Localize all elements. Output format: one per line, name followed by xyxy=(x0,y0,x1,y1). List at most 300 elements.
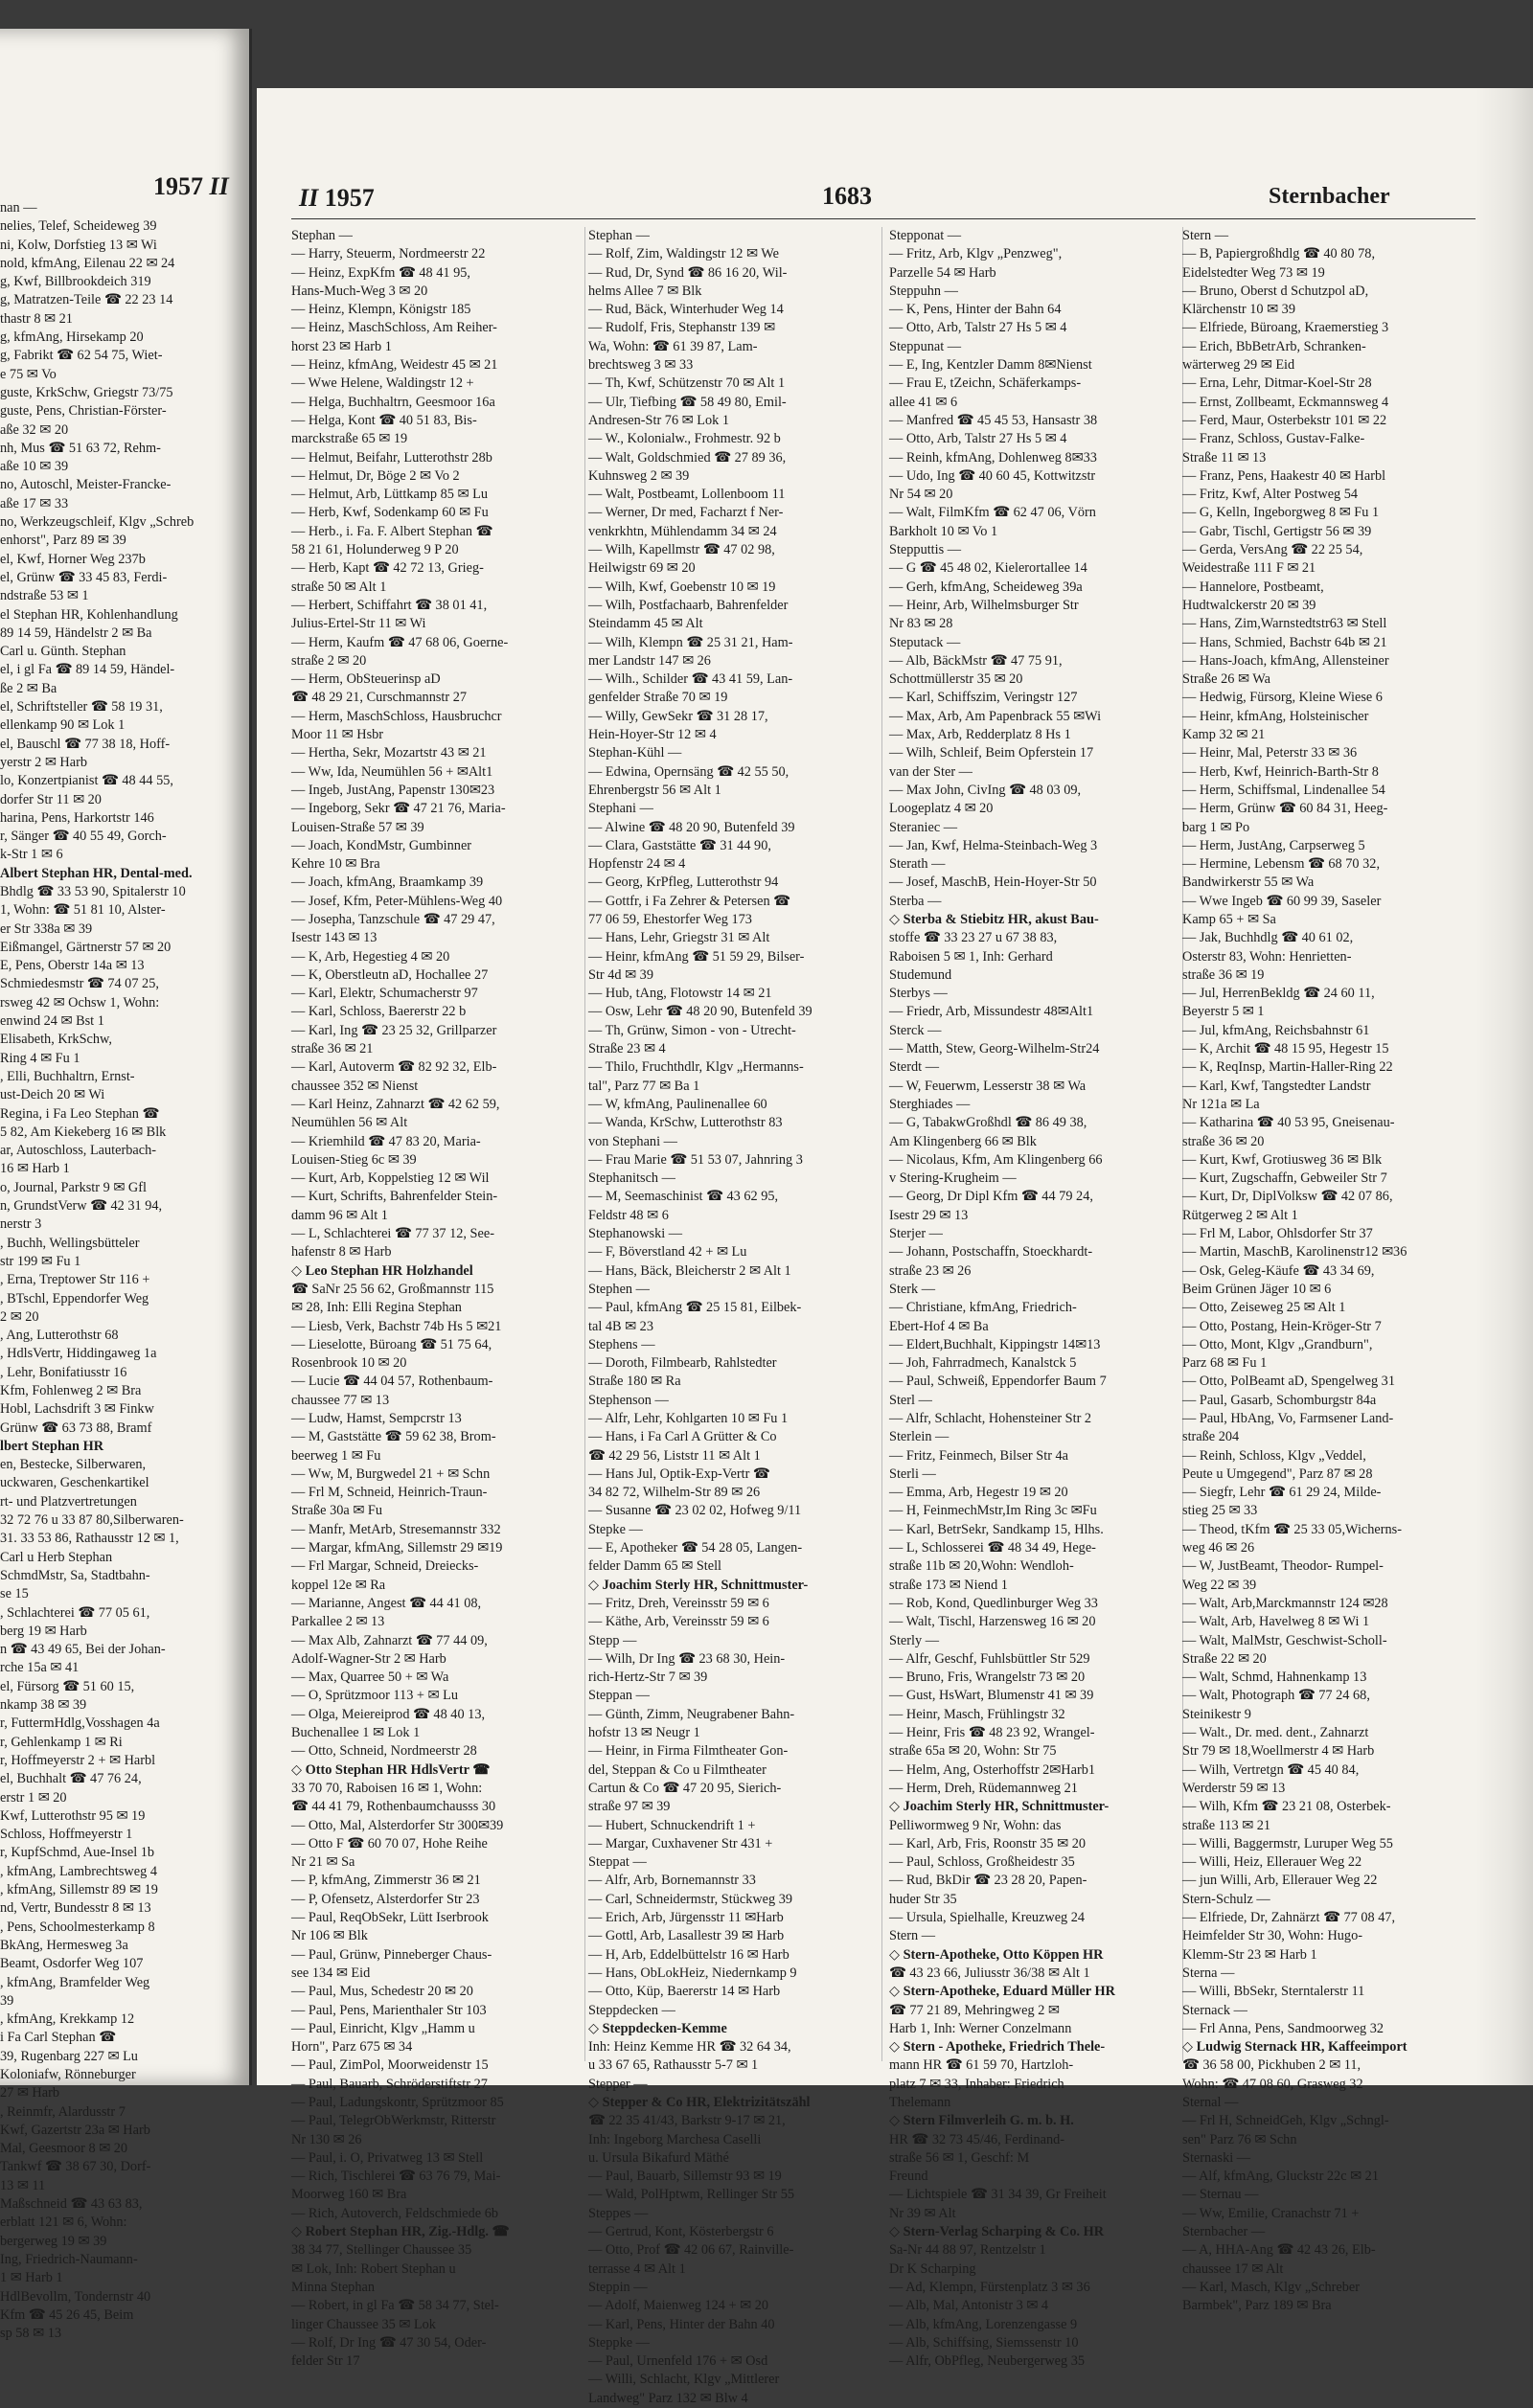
directory-entry: — Wilh, Klempn ☎ 25 31 21, Ham- xyxy=(588,634,793,650)
directory-entry: rsweg 42 ✉ Ochsw 1, Wohn: xyxy=(0,994,160,1011)
directory-entry: r, Sänger ☎ 40 55 49, Gorch- xyxy=(0,829,167,845)
directory-entry: Louisen-Stieg 6c ✉ 39 xyxy=(291,1151,417,1168)
directory-heading: Sterjer — xyxy=(889,1226,943,1242)
directory-entry: horst 23 ✉ Harb 1 xyxy=(291,338,392,354)
directory-entry: ◇ Stern-Apotheke, Eduard Müller HR xyxy=(889,1984,1115,2000)
directory-heading: Stepputtis — xyxy=(889,542,962,558)
directory-entry: — Ww, M, Burgwedel 21 + ✉ Schn xyxy=(291,1465,491,1482)
directory-entry: — L, Schlosserei ☎ 48 34 49, Hege- xyxy=(889,1540,1096,1556)
directory-entry: — Hedwig, Fürsorg, Kleine Wiese 6 xyxy=(1182,690,1383,706)
directory-entry: — Ingeb, JustAng, Papenstr 130✉23 xyxy=(291,782,495,798)
directory-entry: — Sternau — xyxy=(1182,2187,1259,2203)
directory-entry: dorfer Str 11 ✉ 20 xyxy=(0,791,102,807)
directory-entry: barg 1 ✉ Po xyxy=(1182,819,1250,835)
directory-entry: — Walt., Dr. med. dent., Zahnarzt xyxy=(1182,1725,1369,1741)
directory-entry: Steinikestr 9 xyxy=(1182,1706,1251,1722)
directory-entry: felder Damm 65 ✉ Stell xyxy=(588,1558,722,1575)
directory-entry: chaussee 17 ✉ Alt xyxy=(1182,2260,1284,2277)
directory-entry: Ebert-Hof 4 ✉ Ba xyxy=(889,1318,989,1334)
directory-entry: rt- und Platzvertretungen xyxy=(0,1493,137,1510)
directory-entry: Minna Stephan xyxy=(291,2279,375,2295)
directory-heading: Sterath — xyxy=(889,856,946,873)
directory-entry: — Paul, Schweiß, Eppendorfer Baum 7 xyxy=(889,1374,1107,1390)
directory-entry: Inh: Ingeborg Marchesa Caselli xyxy=(588,2131,762,2147)
directory-entry: — W., Kolonialw., Frohmestr. 92 b xyxy=(588,431,781,447)
directory-entry: — Paul, Bauarb, Sillemstr 93 ✉ 19 xyxy=(588,2169,782,2185)
directory-entry: Hobl, Lachsdrift 3 ✉ Finkw xyxy=(0,1401,154,1418)
directory-entry: Louisen-Straße 57 ✉ 39 xyxy=(291,819,424,835)
directory-entry: g, kfmAng, Hirsekamp 20 xyxy=(0,329,144,346)
directory-entry: — Franz, Schloss, Gustav-Falke- xyxy=(1182,431,1365,447)
directory-entry: — Th, Grünw, Simon - von - Utrecht- xyxy=(588,1022,796,1038)
directory-entry: Ing, Friedrich-Naumann- xyxy=(0,2251,138,2267)
directory-entry: ◇ Sterba & Stiebitz HR, akust Bau- xyxy=(889,911,1099,927)
directory-entry: — Matth, Stew, Georg-Wilhelm-Str24 xyxy=(889,1041,1100,1057)
directory-entry: Carl u Herb Stephan xyxy=(0,1549,113,1565)
directory-entry: Kuhnsweg 2 ✉ 39 xyxy=(588,467,690,484)
directory-entry: Moorweg 160 ✉ Bra xyxy=(291,2187,407,2203)
directory-entry: aße 17 ✉ 33 xyxy=(0,495,69,511)
directory-entry: ☎ SaNr 25 56 62, Großmannstr 115 xyxy=(291,1281,494,1297)
directory-entry: el, Buchhalt ☎ 47 76 24, xyxy=(0,1771,142,1787)
directory-entry: — Kurt, Arb, Koppelstieg 12 ✉ Wil xyxy=(291,1170,490,1187)
directory-entry: — Wwe Helene, Waldingstr 12 + xyxy=(291,375,474,392)
directory-entry: — jun Willi, Arb, Ellerauer Weg 22 xyxy=(1182,1873,1378,1889)
page-margin-shadow xyxy=(1476,88,1533,2085)
directory-entry: — Margar, Cuxhavener Str 431 + xyxy=(588,1835,773,1851)
directory-entry: — Heinr, Masch, Frühlingstr 32 xyxy=(889,1706,1065,1722)
directory-entry: Rosenbrook 10 ✉ 20 xyxy=(291,1355,407,1372)
directory-entry: el, Fürsorg ☎ 51 60 15, xyxy=(0,1678,135,1694)
directory-entry: Kfm, Fohlenweg 2 ✉ Bra xyxy=(0,1383,142,1398)
directory-entry: guste, KrkSchw, Griegstr 73/75 xyxy=(0,384,173,400)
directory-entry: — Reinh, kfmAng, Dohlenweg 8✉33 xyxy=(889,449,1097,466)
directory-entry: — Karl, Arb, Fris, Roonstr 35 ✉ 20 xyxy=(889,1835,1086,1851)
directory-entry: Bandwirkerstr 55 ✉ Wa xyxy=(1182,875,1315,891)
directory-entry: straße 2 ✉ 20 xyxy=(291,652,367,669)
directory-entry: — Jul, kfmAng, Reichsbahnstr 61 xyxy=(1182,1022,1370,1038)
directory-entry: — Kurt, Dr, DiplVolksw ☎ 42 07 86, xyxy=(1182,1189,1393,1205)
directory-entry: Werderstr 59 ✉ 13 xyxy=(1182,1780,1286,1796)
directory-entry: — Helmut, Beifahr, Lutterothstr 28b xyxy=(291,449,492,466)
directory-entry: straße 113 ✉ 21 xyxy=(1182,1817,1271,1833)
directory-entry: — Edwina, Opernsäng ☎ 42 55 50, xyxy=(588,763,789,780)
directory-entry: — Th, Kwf, Schützenstr 70 ✉ Alt 1 xyxy=(588,375,786,392)
directory-entry: Nr 54 ✉ 20 xyxy=(889,487,953,503)
directory-entry: — Herb, Kapt ☎ 42 72 13, Grieg- xyxy=(291,560,484,577)
directory-entry: r, Gehlenkamp 1 ✉ Ri xyxy=(0,1734,123,1750)
directory-entry: Tankwf ☎ 38 67 30, Dorf- xyxy=(0,2159,151,2175)
directory-entry: u. Ursula Bikafurd Mäthé xyxy=(588,2149,729,2166)
directory-entry: uckwaren, Geschenkartikel xyxy=(0,1475,149,1491)
directory-entry: Eidelstedter Weg 73 ✉ 19 xyxy=(1182,264,1325,281)
directory-entry: yerstr 2 ✉ Harb xyxy=(0,754,87,770)
directory-entry: ☎ 77 21 89, Mehringweg 2 ✉ xyxy=(889,2002,1060,2018)
directory-entry: Kamp 32 ✉ 21 xyxy=(1182,727,1266,743)
directory-entry: — Lichtspiele ☎ 31 34 39, Gr Freiheit xyxy=(889,2187,1107,2203)
directory-entry: Weidestraße 111 F ✉ 21 xyxy=(1182,560,1316,577)
directory-entry: , Reinmfr, Alardusstr 7 xyxy=(0,2103,126,2120)
directory-entry: Straße 30a ✉ Fu xyxy=(291,1503,382,1519)
directory-entry: — Paul, Schloss, Großheidestr 35 xyxy=(889,1854,1075,1871)
directory-entry: Buchenallee 1 ✉ Lok 1 xyxy=(291,1725,421,1741)
directory-entry: — Rolf, Zim, Waldingstr 12 ✉ We xyxy=(588,246,779,262)
directory-entry: see 134 ✉ Eid xyxy=(291,1965,371,1981)
directory-entry: Hudtwalckerstr 20 ✉ 39 xyxy=(1182,597,1316,613)
directory-heading: Steppdecken — xyxy=(588,2002,675,2018)
directory-entry: — Hannelore, Postbeamt, xyxy=(1182,579,1324,595)
directory-entry: — Hertha, Sekr, Mozartstr 43 ✉ 21 xyxy=(291,745,487,761)
directory-entry: venkrkhtn, Mühlendamm 34 ✉ 24 xyxy=(588,523,777,539)
directory-entry: — L, Schlachterei ☎ 77 37 12, See- xyxy=(291,1226,494,1242)
directory-entry: — Fritz, Dreh, Vereinsstr 59 ✉ 6 xyxy=(588,1595,769,1611)
directory-entry: , kfmAng, Bramfelder Weg xyxy=(0,1974,150,1990)
directory-entry: — Ursula, Spielhalle, Kreuzweg 24 xyxy=(889,1910,1086,1926)
directory-entry: k-Str 1 ✉ 6 xyxy=(0,847,63,863)
directory-heading: Sternal — xyxy=(1182,2094,1239,2110)
directory-entry: — Siegfr, Lehr ☎ 61 29 24, Milde- xyxy=(1182,1485,1382,1501)
directory-entry: lbert Stephan HR xyxy=(0,1438,104,1454)
directory-heading: Steputack — xyxy=(889,634,961,650)
directory-heading: von Stephani — xyxy=(588,1133,677,1149)
directory-entry: — Paul, i. O, Privatweg 13 ✉ Stell xyxy=(291,2149,484,2166)
directory-heading: Steraniec — xyxy=(889,819,958,835)
directory-entry: 5 82, Am Kiekeberg 16 ✉ Blk xyxy=(0,1124,167,1140)
directory-entry: Rütgerweg 2 ✉ Alt 1 xyxy=(1182,1207,1298,1223)
directory-entry: sp 58 ✉ 13 xyxy=(0,2326,62,2342)
directory-entry: — Jan, Kwf, Helma-Steinbach-Weg 3 xyxy=(889,837,1098,853)
directory-entry: no, Autoschl, Meister-Francke- xyxy=(0,477,172,493)
directory-entry: Klemm-Str 23 ✉ Harb 1 xyxy=(1182,1946,1317,1963)
directory-entry: — M, Seemaschinist ☎ 43 62 95, xyxy=(588,1189,779,1205)
directory-entry: stoffe ☎ 33 23 27 u 67 38 83, xyxy=(889,930,1058,946)
directory-entry: — Alb, kfmAng, Lorenzengasse 9 xyxy=(889,2316,1078,2332)
directory-heading: Steppin — xyxy=(588,2279,648,2295)
directory-entry: Adolf-Wagner-Str 2 ✉ Harb xyxy=(291,1650,446,1667)
directory-entry: — Rud, Dr, Synd ☎ 86 16 20, Wil- xyxy=(588,264,788,281)
directory-entry: 1, Wohn: ☎ 51 81 10, Alster- xyxy=(0,902,166,919)
directory-entry: — Georg, Dr Dipl Kfm ☎ 44 79 24, xyxy=(889,1189,1093,1205)
directory-entry: — Thilo, Fruchthdlr, Klgv „Hermanns- xyxy=(588,1059,804,1076)
directory-entry: — Otto, Prof ☎ 42 06 67, Rainville- xyxy=(588,2242,794,2259)
directory-entry: Kehre 10 ✉ Bra xyxy=(291,856,380,873)
directory-entry: Straße 26 ✉ Wa xyxy=(1182,671,1270,688)
directory-entry: i Fa Carl Stephan ☎ xyxy=(0,2030,117,2046)
directory-heading: Sterli — xyxy=(889,1465,936,1482)
directory-entry: — Christiane, kfmAng, Friedrich- xyxy=(889,1300,1077,1316)
directory-entry: ◇ Stern - Apotheke, Friedrich Thele- xyxy=(889,2039,1106,2056)
directory-entry: en, Bestecke, Silberwaren, xyxy=(0,1457,147,1473)
directory-entry: n ☎ 43 49 65, Bei der Johan- xyxy=(0,1642,166,1658)
directory-entry: — Gerh, kfmAng, Scheideweg 39a xyxy=(889,579,1083,595)
directory-entry: sen" Parz 76 ✉ Schn xyxy=(1182,2131,1297,2147)
directory-column-2 xyxy=(588,227,882,2406)
directory-entry: — O, Sprützmoor 113 + ✉ Lu xyxy=(291,1688,458,1704)
directory-entry: el Stephan HR, Kohlenhandlung xyxy=(0,606,178,623)
directory-entry: , Schlachterei ☎ 77 05 61, xyxy=(0,1604,150,1621)
directory-entry: — Paul, ReqObSekr, Lütt Iserbrook xyxy=(291,1910,489,1926)
directory-entry: Straße 11 ✉ 13 xyxy=(1182,449,1267,466)
directory-entry: aße 32 ✉ 20 xyxy=(0,421,69,438)
directory-entry: — Alfr, Schlacht, Hohensteiner Str 2 xyxy=(889,1411,1092,1426)
directory-entry: 27 ✉ Harb xyxy=(0,2085,60,2101)
directory-entry: — Max John, CivIng ☎ 48 03 09, xyxy=(889,782,1082,798)
directory-entry: koppel 12e ✉ Ra xyxy=(291,1577,386,1593)
directory-heading: Steppuhn — xyxy=(889,283,958,299)
directory-entry: Ehrenbergstr 56 ✉ Alt 1 xyxy=(588,782,721,798)
directory-entry: Str 79 ✉ 18,Woellmerstr 4 ✉ Harb xyxy=(1182,1743,1375,1760)
directory-entry: Beamt, Osdorfer Weg 107 xyxy=(0,1956,144,1972)
directory-entry: Freund xyxy=(889,2169,928,2185)
directory-entry: — E, Apotheker ☎ 54 28 05, Langen- xyxy=(588,1540,803,1556)
directory-entry: Albert Stephan HR, Dental-med. xyxy=(0,865,193,881)
directory-entry: — Alfr, Arb, Bornemannstr 33 xyxy=(588,1873,756,1889)
directory-entry: erstr 1 ✉ 20 xyxy=(0,1789,67,1806)
directory-entry: straße 204 xyxy=(1182,1429,1240,1445)
directory-entry: straße 23 ✉ 26 xyxy=(889,1262,972,1279)
directory-entry: — Alfr, ObPfleg, Neubergerweg 35 xyxy=(889,2353,1086,2370)
directory-entry: — Ww, Ida, Neumühlen 56 + ✉Alt1 xyxy=(291,763,493,780)
directory-entry: e 75 ✉ Vo xyxy=(0,366,57,382)
directory-entry: — Frau E, tZeichn, Schäferkamps- xyxy=(889,375,1082,392)
directory-entry: — H, Arb, Eddelbüttelstr 16 ✉ Harb xyxy=(588,1946,789,1963)
directory-entry: — Rob, Kond, Quedlinburger Weg 33 xyxy=(889,1595,1098,1611)
directory-entry: — Paul, Einricht, Klgv „Hamm u xyxy=(291,2020,475,2036)
directory-entry: Klärchenstr 10 ✉ 39 xyxy=(1182,302,1295,318)
directory-heading: Stephens — xyxy=(588,1336,655,1352)
directory-entry: — W, JustBeamt, Theodor- Rumpel- xyxy=(1182,1558,1384,1575)
directory-entry: straße 173 ✉ Niend 1 xyxy=(889,1577,1008,1593)
directory-entry: — Erich, BbBetrArb, Schranken- xyxy=(1182,338,1366,354)
directory-entry: Nr 21 ✉ Sa xyxy=(291,1854,355,1871)
directory-entry: — Lucie ☎ 44 04 57, Rothenbaum- xyxy=(291,1374,493,1390)
directory-entry: el, i gl Fa ☎ 89 14 59, Händel- xyxy=(0,662,175,678)
directory-entry: 32 72 76 u 33 87 80,Silberwaren- xyxy=(0,1512,184,1529)
directory-entry: — Wilh, Kapellmstr ☎ 47 02 98, xyxy=(588,542,775,558)
directory-entry: — Karl, Pens, Hinter der Bahn 40 xyxy=(588,2316,775,2332)
directory-entry: — Alb, Mal, Antonistr 3 ✉ 4 xyxy=(889,2298,1049,2314)
directory-entry: straße 36 ✉ 19 xyxy=(1182,966,1265,983)
directory-entry: ust-Deich 20 ✉ Wi xyxy=(0,1087,105,1103)
directory-entry: Grünw ☎ 63 73 88, Bramf xyxy=(0,1420,152,1436)
directory-entry: — Karl, Kwf, Tangstedter Landstr xyxy=(1182,1078,1371,1094)
directory-heading: Steppunat — xyxy=(889,338,962,354)
directory-entry: — Carl, Schneidermstr, Stückweg 39 xyxy=(588,1891,793,1907)
directory-entry: 77 06 59, Ehestorfer Weg 173 xyxy=(588,911,752,927)
directory-entry: — Marianne, Angest ☎ 44 41 08, xyxy=(291,1595,482,1611)
directory-entry: Wohn: ☎ 47 08 60, Grasweg 32 xyxy=(1182,2076,1363,2092)
directory-heading: Sterck — xyxy=(889,1022,942,1038)
directory-entry: — Josepha, Tanzschule ☎ 47 29 47, xyxy=(291,911,495,927)
directory-entry: — Hans, Schmied, Bachstr 64b ✉ 21 xyxy=(1182,634,1387,650)
directory-entry: — B, Papiergroßhdlg ☎ 40 80 78, xyxy=(1182,246,1376,262)
directory-entry: ☎ 48 29 21, Curschmannstr 27 xyxy=(291,690,468,706)
directory-entry: — K, Arb, Hegestieg 4 ✉ 20 xyxy=(291,948,450,965)
directory-entry: Peute u Umgegend", Parz 87 ✉ 28 xyxy=(1182,1465,1373,1482)
directory-entry: — Ernst, Zollbeamt, Eckmannsweg 4 xyxy=(1182,394,1389,410)
directory-entry: 38 34 77, Stellinger Chaussee 35 xyxy=(291,2242,472,2259)
directory-heading: Sterghiades — xyxy=(889,1096,971,1112)
directory-entry: genfelder Straße 70 ✉ 19 xyxy=(588,690,728,706)
directory-entry: Nr 83 ✉ 28 xyxy=(889,616,953,632)
directory-entry: 58 21 61, Holunderweg 9 P 20 xyxy=(291,542,459,558)
directory-entry: — Paul, Gasarb, Schomburgstr 84a xyxy=(1182,1392,1377,1408)
directory-entry: — Wanda, KrSchw, Lutterothstr 83 xyxy=(588,1115,783,1131)
directory-entry: — Paul, Urnenfeld 176 + ✉ Osd xyxy=(588,2353,768,2370)
directory-entry: — Jul, HerrenBekldg ☎ 24 60 11, xyxy=(1182,986,1375,1002)
directory-entry: tal 4B ✉ 23 xyxy=(588,1318,653,1334)
directory-entry: terrasse 4 ✉ Alt 1 xyxy=(588,2260,686,2277)
directory-heading: Sterbys — xyxy=(889,986,948,1002)
directory-entry: — Adolf, Maienweg 124 + ✉ 20 xyxy=(588,2298,769,2314)
directory-entry: — Max, Arb, Am Papenbrack 55 ✉Wi xyxy=(889,708,1102,724)
directory-entry: g, Kwf, Billbrookdeich 319 xyxy=(0,274,151,290)
directory-entry: — Wilh, Vertretgn ☎ 45 40 84, xyxy=(1182,1761,1360,1778)
directory-entry: — Herb, Kwf, Heinrich-Barth-Str 8 xyxy=(1182,763,1379,780)
directory-entry: Str 4d ✉ 39 xyxy=(588,966,653,983)
directory-entry: Straße 23 ✉ 4 xyxy=(588,1041,666,1057)
directory-entry: Dr K Scharping xyxy=(889,2260,976,2277)
directory-entry: 89 14 59, Händelstr 2 ✉ Ba xyxy=(0,625,152,641)
directory-entry: straße 36 ✉ 21 xyxy=(291,1041,374,1057)
directory-entry: — Paul, ZimPol, Moorweidenstr 15 xyxy=(291,2057,489,2074)
directory-entry: — Gabr, Tischl, Gertigstr 56 ✉ 39 xyxy=(1182,523,1372,539)
page-header-year xyxy=(299,184,375,213)
directory-entry: — Ludw, Hamst, Sempcrstr 13 xyxy=(291,1411,462,1426)
directory-entry: — Heinz, ExpKfm ☎ 48 41 95, xyxy=(291,264,470,281)
directory-entry: Isestr 29 ✉ 13 xyxy=(889,1207,969,1223)
directory-heading: Stephanitsch — xyxy=(588,1170,675,1187)
directory-entry: — Walt, Arb,Marckmannstr 124 ✉28 xyxy=(1182,1595,1388,1611)
directory-entry: Mal, Geesmoor 8 ✉ 20 xyxy=(0,2141,128,2157)
directory-entry: — Josef, MaschB, Hein-Hoyer-Str 50 xyxy=(889,875,1097,891)
directory-entry: — Katharina ☎ 40 53 95, Gneisenau- xyxy=(1182,1115,1395,1131)
directory-entry: — Margar, kfmAng, Sillemstr 29 ✉19 xyxy=(291,1540,503,1556)
directory-entry: el, Grünw ☎ 33 45 83, Ferdi- xyxy=(0,569,168,585)
directory-entry: — Helmut, Dr, Böge 2 ✉ Vo 2 xyxy=(291,467,460,484)
directory-entry: ◇ Steppdecken-Kemme xyxy=(588,2020,727,2036)
directory-entry: — Udo, Ing ☎ 40 60 45, Kottwitzstr xyxy=(889,467,1096,484)
directory-entry: ☎ 44 41 79, Rothenbaumchausss 30 xyxy=(291,1799,496,1815)
directory-entry: nd, Vertr, Bundesstr 8 ✉ 13 xyxy=(0,1900,151,1917)
directory-entry: — Rich, Tischlerei ☎ 63 76 79, Mai- xyxy=(291,2169,501,2185)
directory-entry: 33 70 70, Raboisen 16 ✉ 1, Wohn: xyxy=(291,1780,483,1796)
directory-entry: ◇ Stern-Verlag Scharping & Co. HR xyxy=(889,2224,1105,2240)
directory-entry: — Rolf, Dr Ing ☎ 47 30 54, Oder- xyxy=(291,2334,487,2351)
directory-entry: — Hans, ObLokHeiz, Niedernkamp 9 xyxy=(588,1965,797,1981)
directory-entry: — Gertrud, Kont, Kösterbergstr 6 xyxy=(588,2224,774,2240)
directory-entry: — Ww, Emilie, Cranachstr 71 + xyxy=(1182,2205,1360,2221)
directory-entry: Moor 11 ✉ Hsbr xyxy=(291,727,384,743)
directory-entry: — Willi, BbSekr, Sterntalerstr 11 xyxy=(1182,1984,1365,2000)
directory-entry: — Herm, ObSteuerinsp aD xyxy=(291,671,441,688)
directory-heading: Sterba — xyxy=(889,893,942,909)
directory-entry: — Frl H, SchneidGeh, Klgv „Schngl- xyxy=(1182,2113,1389,2129)
directory-entry: — Herb, Kwf, Sodenkamp 60 ✉ Fu xyxy=(291,505,489,521)
directory-entry: — Otto, Schneid, Nordmeerstr 28 xyxy=(291,1743,477,1760)
directory-entry: — Wilh, Schleif, Beim Opferstein 17 xyxy=(889,745,1094,761)
header-rule xyxy=(291,218,1476,219)
directory-entry: r, FuttermHdlg,Vosshagen 4a xyxy=(0,1715,160,1732)
directory-entry: Beim Grünen Jäger 10 ✉ 6 xyxy=(1182,1281,1332,1297)
roman-numeral: II xyxy=(299,184,319,212)
directory-entry: — Hubert, Schnuckendrift 1 + xyxy=(588,1817,756,1833)
directory-entry: — Josef, Kfm, Peter-Mühlens-Weg 40 xyxy=(291,893,503,909)
directory-entry: — Manfred ☎ 45 45 53, Hansastr 38 xyxy=(889,412,1098,428)
directory-entry: E, Pens, Oberstr 14a ✉ 13 xyxy=(0,958,145,974)
directory-entry: g, Fabrikt ☎ 62 54 75, Wiet- xyxy=(0,348,163,364)
directory-entry: damm 96 ✉ Alt 1 xyxy=(291,1207,388,1223)
directory-entry: — Gottfr, i Fa Zehrer & Petersen ☎ xyxy=(588,893,790,909)
left-year: 1957 xyxy=(153,172,203,200)
directory-entry: — F, Böverstland 42 + ✉ Lu xyxy=(588,1244,747,1261)
directory-entry: Carl u. Günth. Stephan xyxy=(0,644,126,660)
directory-entry: ◇ Ludwig Sternack HR, Kaffeeimport xyxy=(1182,2039,1407,2056)
directory-entry: Feldstr 48 ✉ 6 xyxy=(588,1207,669,1223)
directory-entry: Horn", Parz 675 ✉ 34 xyxy=(291,2039,413,2056)
directory-entry: — Otto F ☎ 60 70 07, Hohe Reihe xyxy=(291,1835,488,1851)
directory-entry: BkAng, Hermesweg 3a xyxy=(0,1937,128,1953)
directory-entry: Osterstr 83, Wohn: Henrietten- xyxy=(1182,948,1352,965)
directory-entry: tal", Parz 77 ✉ Ba 1 xyxy=(588,1078,700,1094)
directory-entry: — Bruno, Fris, Wrangelstr 73 ✉ 20 xyxy=(889,1670,1086,1686)
directory-entry: Parzelle 54 ✉ Harb xyxy=(889,264,996,281)
directory-entry: Sa-Nr 44 88 97, Rentzelstr 1 xyxy=(889,2242,1046,2259)
directory-entry: Thelemann xyxy=(889,2094,951,2110)
directory-entry: nerstr 3 xyxy=(0,1216,42,1233)
directory-entry: hofstr 13 ✉ Neugr 1 xyxy=(588,1725,700,1741)
directory-entry: straße 56 ✉ 1, Geschf: M xyxy=(889,2149,1030,2166)
directory-entry: Eißmangel, Gärtnerstr 57 ✉ 20 xyxy=(0,939,172,955)
directory-entry: — Karl Heinz, Zahnarzt ☎ 42 62 59, xyxy=(291,1096,500,1112)
directory-entry: Pelliwormweg 9 Nr, Wohn: das xyxy=(889,1817,1062,1833)
directory-entry: — Elfriede, Dr, Zahnärzt ☎ 77 08 47, xyxy=(1182,1910,1396,1926)
directory-entry: thastr 8 ✉ 21 xyxy=(0,310,73,327)
directory-entry: — Alfr, Geschf, Fuhlsbüttler Str 529 xyxy=(889,1650,1090,1667)
directory-entry: Kwf, Lutterothstr 95 ✉ 19 xyxy=(0,1807,146,1824)
directory-entry: — Herb., i. Fa. F. Albert Stephan ☎ xyxy=(291,523,493,539)
directory-entry: — Joach, kfmAng, Braamkamp 39 xyxy=(291,875,484,891)
directory-entry: ar, Autoschloss, Lauterbach- xyxy=(0,1143,156,1159)
directory-entry: rich-Hertz-Str 7 ✉ 39 xyxy=(588,1670,708,1686)
directory-entry: — Frau Marie ☎ 51 53 07, Jahnring 3 xyxy=(588,1151,803,1168)
directory-entry: 34 82 72, Wilhelm-Str 89 ✉ 26 xyxy=(588,1485,761,1501)
left-page xyxy=(0,29,252,2342)
directory-entry: — Georg, KrPfleg, Lutterothstr 94 xyxy=(588,875,779,891)
directory-entry: u 33 67 65, Rathausstr 5-7 ✉ 1 xyxy=(588,2057,759,2074)
directory-entry: — Kurt, Kwf, Grotiusweg 36 ✉ Blk xyxy=(1182,1151,1383,1168)
directory-entry: — Karl, BetrSekr, Sandkamp 15, Hlhs. xyxy=(889,1521,1104,1537)
directory-entry: — Joach, KondMstr, Gumbinner xyxy=(291,837,472,853)
directory-entry: — Wilh, Kfm ☎ 23 21 08, Osterbek- xyxy=(1182,1799,1391,1815)
directory-entry: — K, Pens, Hinter der Bahn 64 xyxy=(889,302,1062,318)
directory-entry: Nr 106 ✉ Blk xyxy=(291,1928,368,1944)
directory-entry: — Paul, kfmAng ☎ 25 15 81, Eilbek- xyxy=(588,1300,802,1316)
directory-entry: berg 19 ✉ Harb xyxy=(0,1623,87,1639)
directory-entry: — Herm, MaschSchloss, Hausbruchcr xyxy=(291,708,502,724)
directory-entry: — Max Alb, Zahnarzt ☎ 77 44 09, xyxy=(291,1632,488,1648)
directory-entry: , Ang, Lutterothstr 68 xyxy=(0,1328,119,1344)
directory-entry: ndstraße 53 ✉ 1 xyxy=(0,588,89,604)
directory-entry: — Willi, Baggermstr, Luruper Weg 55 xyxy=(1182,1835,1393,1851)
directory-entry: weg 46 ✉ 26 xyxy=(1182,1540,1255,1556)
directory-entry: , BTschl, Eppendorfer Weg xyxy=(0,1290,149,1306)
directory-entry: — Wald, PolHptwm, Rellinger Str 55 xyxy=(588,2187,795,2203)
directory-entry: 39, Rugenbarg 227 ✉ Lu xyxy=(0,2048,138,2064)
directory-entry: Barkholt 10 ✉ Vo 1 xyxy=(889,523,998,539)
directory-entry: Inh: Heinz Kemme HR ☎ 32 64 34, xyxy=(588,2039,791,2056)
directory-entry: Hans-Much-Weg 3 ✉ 20 xyxy=(291,283,428,299)
